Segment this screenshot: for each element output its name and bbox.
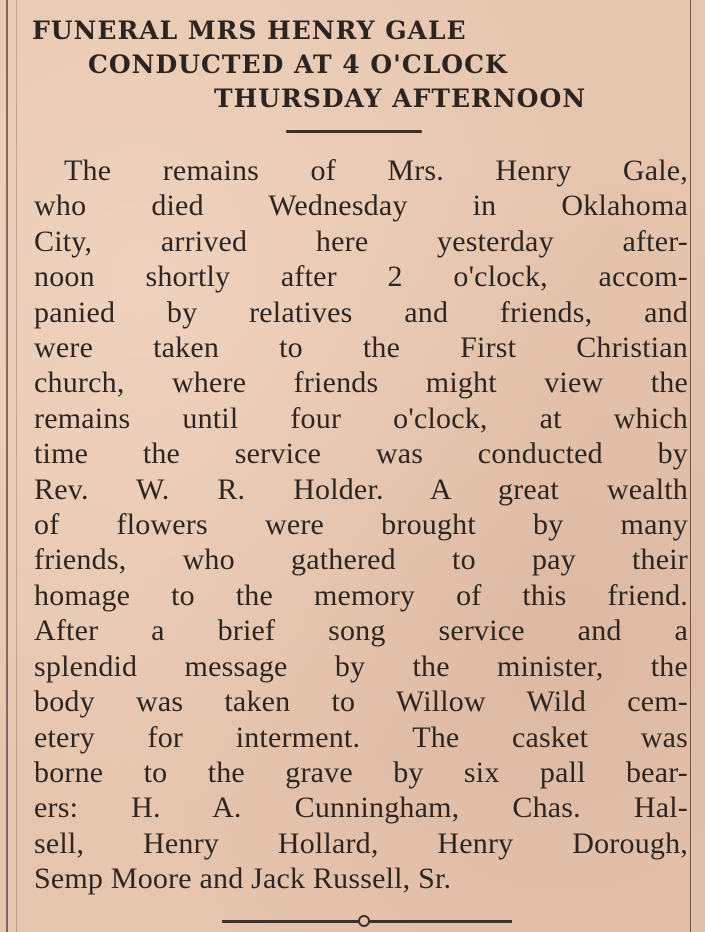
body-line: splendid message by the minister, the	[34, 649, 688, 683]
column-rule-right	[690, 0, 691, 932]
body-line: noon shortly after 2 o'clock, accom-	[34, 260, 688, 294]
body-line: panied by relatives and friends, and	[34, 295, 688, 329]
body-line: City, arrived here yesterday after-	[34, 224, 688, 258]
body-line: body was taken to Willow Wild cem-	[34, 685, 688, 719]
headline-line-1: FUNERAL MRS HENRY GALE	[32, 16, 467, 45]
headline-line-3: THURSDAY AFTERNOON	[214, 84, 587, 113]
article-body	[24, 153, 688, 897]
column-rule-left	[6, 0, 8, 932]
body-line: remains until four o'clock, at which	[34, 401, 688, 435]
newspaper-article	[24, 14, 688, 897]
end-divider-ornament	[358, 915, 370, 927]
body-line: The remains of Mrs. Henry Gale,	[64, 154, 688, 187]
headline-divider	[286, 130, 422, 133]
body-line: friends, who gathered to pay their	[34, 543, 688, 577]
body-line: sell, Henry Hollard, Henry Dorough,	[34, 826, 688, 860]
body-line: were taken to the First Christian	[34, 331, 688, 365]
column-rule-left-inner	[16, 0, 17, 932]
body-line: etery for interment. The casket was	[34, 720, 688, 754]
body-line: who died Wednesday in Oklahoma	[34, 189, 688, 223]
article-headline	[24, 14, 688, 116]
body-line: After a brief song service and a	[34, 614, 688, 648]
body-line: church, where friends might view the	[34, 366, 688, 400]
body-line: of flowers were brought by many	[34, 508, 688, 542]
body-line: time the service was conducted by	[34, 437, 688, 471]
body-line: borne to the grave by six pall bear-	[34, 755, 688, 789]
headline-line-2: CONDUCTED AT 4 O'CLOCK	[88, 50, 508, 79]
body-line: ers: H. A. Cunningham, Chas. Hal-	[34, 791, 688, 825]
body-line: Semp Moore and Jack Russell, Sr.	[34, 862, 452, 896]
body-line: homage to the memory of this friend.	[34, 578, 688, 612]
body-line: Rev. W. R. Holder. A great wealth	[34, 472, 688, 506]
